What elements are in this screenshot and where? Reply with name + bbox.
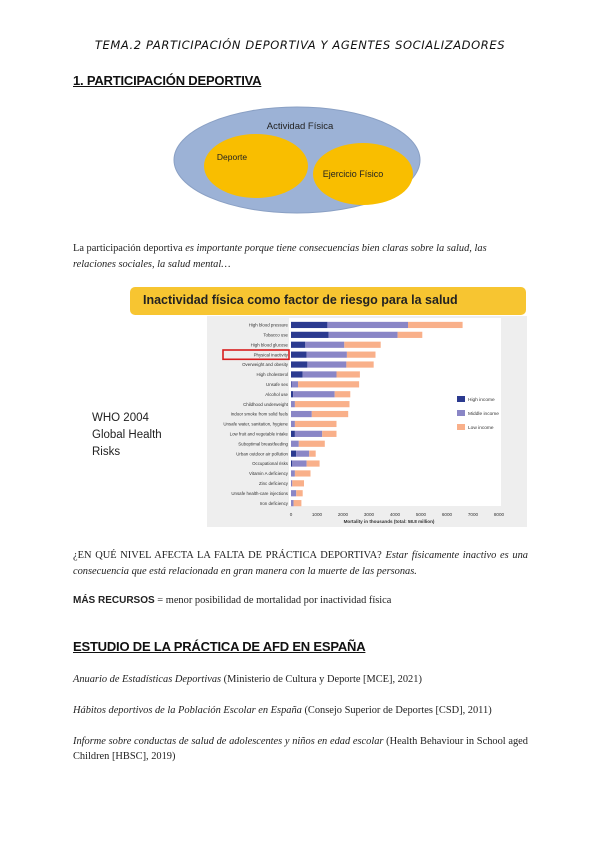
paragraph-plain-text: La participación deportiva: [73, 243, 186, 254]
category-label: Alcohol use: [265, 391, 288, 397]
reference-1: [73, 672, 528, 687]
x-tick-label: 1000: [311, 512, 323, 518]
category-label: Low fruit and vegetable intake: [229, 431, 288, 437]
category-label: Childhood underweight: [243, 401, 288, 407]
category-label: High blood pressure: [248, 322, 288, 328]
figure-banner: Inactividad física como factor de riesgo para la salud: [130, 287, 526, 315]
x-tick-label: 5000: [415, 512, 427, 518]
x-tick-label: 3000: [363, 512, 375, 518]
bar-zinc-deficiency-low-income: [292, 480, 304, 486]
reference-3-title: Informe sobre conductas de salud de adolescentes y niños en edad escolar: [73, 736, 384, 747]
reference-2-title: Hábitos deportivos de la Población Escolar en España: [73, 705, 302, 716]
bar-physical-inactivity-high-income: [291, 352, 307, 358]
category-label: High cholesterol: [256, 372, 288, 378]
x-tick-label: 2000: [337, 512, 349, 518]
bar-iron-deficiency-low-income: [294, 500, 302, 506]
x-tick-label: 0: [289, 512, 293, 518]
category-label: Tobacco use: [263, 332, 288, 338]
bar-zinc-deficiency-middle-income: [291, 480, 292, 486]
bar-physical-inactivity-middle-income: [307, 352, 347, 358]
bar-high-cholesterol-middle-income: [303, 371, 337, 377]
bar-overweight-and-obesity-middle-income: [307, 361, 346, 367]
bar-alcohol-use-low-income: [335, 391, 351, 397]
bar-occupational-risks-high-income: [291, 460, 292, 466]
legend-swatch-low-income: [457, 424, 465, 430]
bar-unsafe-sex-low-income: [298, 381, 359, 387]
source-line-3: Risks: [92, 446, 121, 458]
category-label: Unsafe water, sanitation, hygiene: [223, 421, 288, 427]
bar-high-blood-glucose-low-income: [344, 342, 380, 348]
bar-physical-inactivity-low-income: [347, 352, 376, 358]
bar-unsafe-health-care-injections-middle-income: [291, 490, 296, 496]
category-label: Unsafe sex: [266, 381, 288, 387]
bar-suboptimal-breastfeeding-middle-income: [291, 441, 299, 447]
bar-alcohol-use-high-income: [291, 391, 293, 397]
bar-high-blood-pressure-middle-income: [327, 322, 408, 328]
category-label: Overweight and obesity: [242, 362, 288, 368]
reference-3: [73, 734, 528, 764]
label-actividad-fisica: Actividad Física: [266, 121, 334, 132]
legend-label: Low income: [468, 426, 494, 431]
bar-iron-deficiency-middle-income: [291, 500, 294, 506]
category-label: High blood glucose: [250, 342, 288, 348]
category-label: Zinc deficiency: [258, 480, 288, 486]
bar-high-cholesterol-low-income: [337, 371, 360, 377]
section-heading-estudio: ESTUDIO DE LA PRÁCTICA DE AFD EN ESPAÑA: [73, 639, 366, 654]
reference-3-source: (Health Behaviour in School aged Children [HBSC], 2019): [73, 736, 528, 762]
bar-tobacco-use-high-income: [291, 332, 329, 338]
bar-high-blood-glucose-middle-income: [305, 342, 344, 348]
bar-tobacco-use-low-income: [398, 332, 423, 338]
participation-paragraph: [73, 241, 528, 273]
bar-low-fruit-and-vegetable-intake-high-income: [291, 431, 295, 437]
chart-x-axis-label: Mortality in thousands (total: 58.8 million): [343, 519, 435, 524]
bar-unsafe-sex-middle-income: [292, 381, 299, 387]
source-line-1: WHO 2004: [92, 412, 149, 424]
bar-childhood-underweight-middle-income: [291, 401, 295, 407]
activity-diagram: [172, 105, 422, 215]
question-answer-text: Estar físicamente inactivo es una consecuencia que está relacionada en gran manera con la muerte de las personas.: [73, 550, 528, 577]
bar-tobacco-use-middle-income: [329, 332, 398, 338]
legend-label: High income: [468, 398, 495, 403]
bar-urban-outdoor-air-pollution-low-income: [309, 451, 316, 457]
reference-2: [73, 703, 528, 718]
bar-indoor-smoke-from-solid-fuels-low-income: [312, 411, 348, 417]
bar-high-cholesterol-high-income: [291, 371, 303, 377]
bar-unsafe-water-sanitation-hygiene-low-income: [295, 421, 337, 427]
bar-alcohol-use-middle-income: [293, 391, 335, 397]
legend-label: Middle income: [468, 412, 499, 417]
category-label: Iron deficiency: [259, 500, 288, 506]
bar-unsafe-water-sanitation-hygiene-middle-income: [291, 421, 295, 427]
bar-childhood-underweight-low-income: [295, 401, 350, 407]
question-text: ¿EN QUÉ NIVEL AFECTA LA FALTA DE PRÁCTICA DEPORTIVA?: [73, 550, 386, 561]
resources-rest-text: = menor posibilidad de mortalidad por inactividad física: [154, 595, 392, 606]
risk-factor-chart: [207, 316, 527, 527]
bar-low-fruit-and-vegetable-intake-middle-income: [295, 431, 322, 437]
inner-ellipse-deporte: [204, 134, 308, 198]
x-tick-label: 6000: [441, 512, 453, 518]
paragraph-italic-text: es importante porque tiene consecuencias bien claras sobre la salud, las relaciones sociales, la salud mental…: [73, 243, 487, 270]
bar-indoor-smoke-from-solid-fuels-middle-income: [291, 411, 312, 417]
category-label: Urban outdoor air pollution: [236, 451, 288, 457]
bar-occupational-risks-middle-income: [292, 460, 306, 466]
bar-occupational-risks-low-income: [307, 460, 320, 466]
category-label: Unsafe health-care injections: [231, 490, 288, 496]
legend-swatch-high-income: [457, 396, 465, 402]
bar-unsafe-health-care-injections-low-income: [296, 490, 303, 496]
reference-1-source: (Ministerio de Cultura y Deporte [MCE], 2021): [221, 674, 422, 685]
legend-swatch-middle-income: [457, 410, 465, 416]
category-label: Occupational risks: [252, 461, 288, 467]
section-heading-participacion: 1. PARTICIPACIÓN DEPORTIVA: [73, 73, 262, 88]
resources-line: [73, 593, 528, 609]
reference-2-source: (Consejo Superior de Deportes [CSD], 2011): [301, 705, 492, 716]
x-tick-label: 4000: [389, 512, 401, 518]
bar-high-blood-pressure-low-income: [408, 322, 463, 328]
x-tick-label: 7000: [467, 512, 479, 518]
category-label: Indoor smoke from solid fuels: [230, 411, 288, 417]
reference-1-title: Anuario de Estadísticas Deportivas: [73, 674, 222, 685]
x-tick-label: 8000: [493, 512, 505, 518]
bar-vitamin-a-deficiency-middle-income: [291, 470, 295, 476]
bar-vitamin-a-deficiency-low-income: [295, 470, 311, 476]
category-label: Suboptimal breastfeeding: [238, 441, 288, 447]
question-paragraph: [73, 548, 528, 580]
bar-overweight-and-obesity-low-income: [346, 361, 373, 367]
bar-overweight-and-obesity-high-income: [291, 361, 307, 367]
category-label: Vitamin A deficiency: [249, 471, 288, 477]
resources-bold-text: MÁS RECURSOS: [73, 595, 155, 606]
source-line-2: Global Health: [92, 429, 162, 441]
category-label: Physical inactivity: [253, 352, 288, 358]
bar-suboptimal-breastfeeding-low-income: [299, 441, 325, 447]
label-deporte: Deporte: [216, 152, 248, 162]
bar-urban-outdoor-air-pollution-high-income: [291, 451, 296, 457]
document-title: TEMA.2 PARTICIPACIÓN DEPORTIVA Y AGENTES SOCIALIZADORES: [94, 38, 506, 52]
bar-high-blood-pressure-high-income: [291, 322, 327, 328]
bar-unsafe-sex-high-income: [291, 381, 292, 387]
figure-source: [92, 410, 162, 461]
bar-low-fruit-and-vegetable-intake-low-income: [322, 431, 336, 437]
bar-high-blood-glucose-high-income: [291, 342, 305, 348]
label-ejercicio-fisico: Ejercicio Físico: [322, 169, 384, 179]
bar-urban-outdoor-air-pollution-middle-income: [296, 451, 309, 457]
